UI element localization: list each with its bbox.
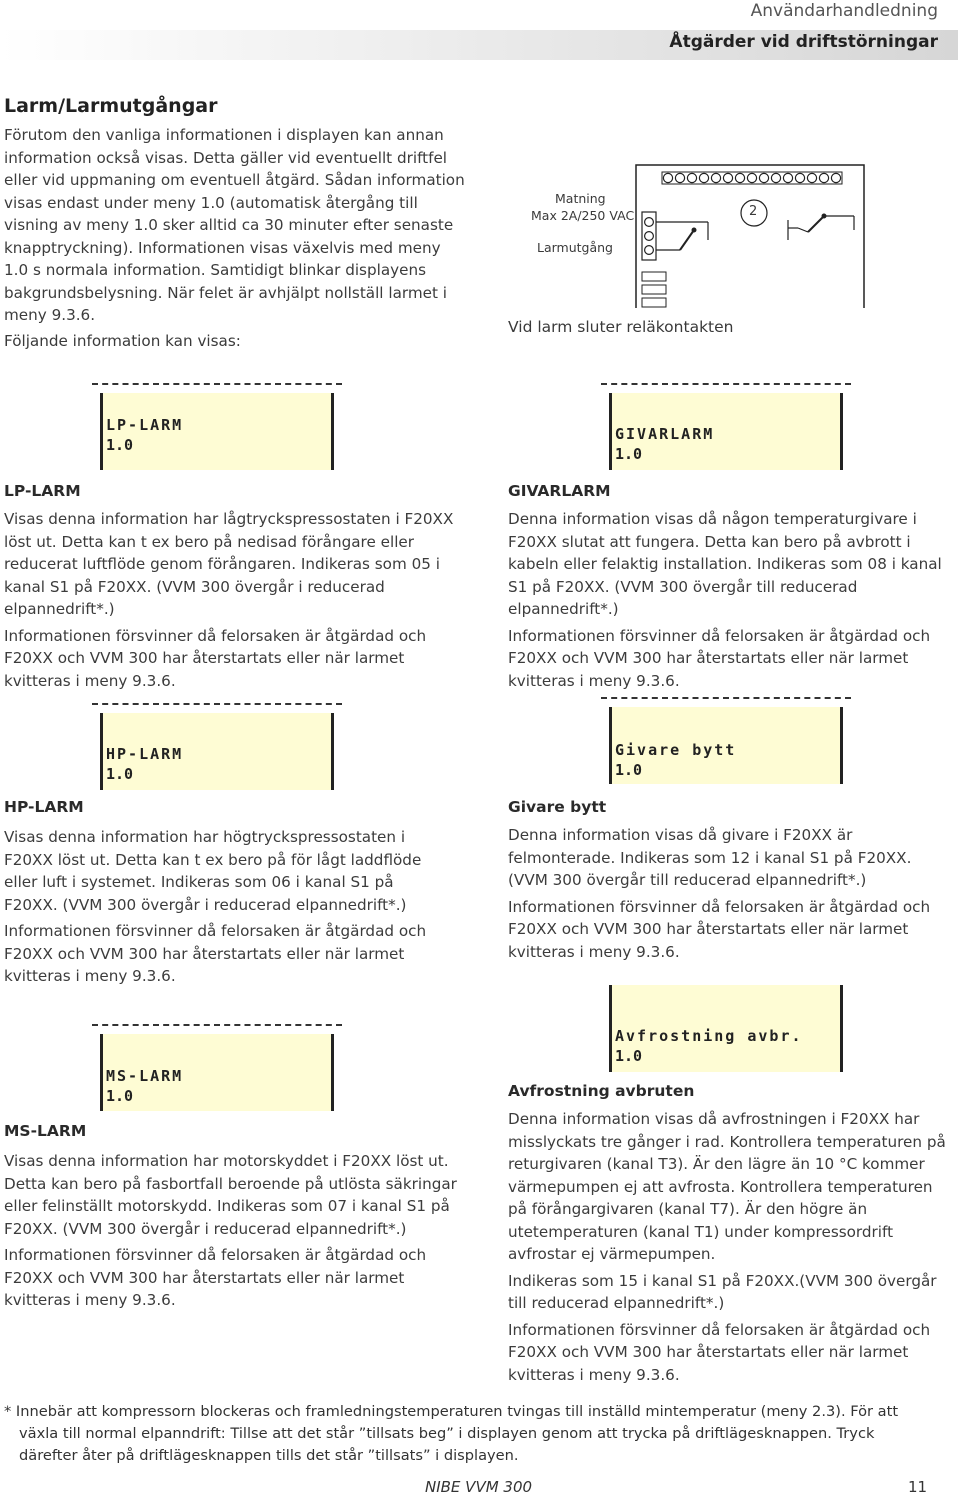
- alarm-p2: Informationen försvinner då felorsaken är åtgärdad och F20XX och VVM 300 har återstartats eller när larmet kvitteras i meny 9.3.6.: [4, 922, 427, 985]
- alarm-heading: HP-LARM: [4, 798, 84, 816]
- alarm-p2: Indikeras som 15 i kanal S1 på F20XX.(VVM 300 övergår till reducerad elpannedrift*.): [508, 1271, 937, 1312]
- display-ms-larm: [92, 1024, 342, 1111]
- display-line2: 1.0: [615, 445, 643, 463]
- page-title: Åtgärder vid driftstörningar: [669, 32, 938, 52]
- alarm-p3: Informationen försvinner då felorsaken är åtgärdad och F20XX och VVM 300 har återstartats eller när larmet kvitteras i meny 9.3.6.: [508, 1320, 931, 1384]
- display-givare-bytt: [601, 697, 851, 784]
- alarm-text: [4, 1150, 474, 1316]
- display-line2: 1.0: [106, 1087, 134, 1105]
- display-line2: 1.0: [106, 436, 134, 454]
- alarm-p1: Denna information visas då givare i F20XX är felmonterade. Indikeras som 12 i kanal S1 på F20XX. (VVM 300 övergår till reducerad elpannedrift*.): [508, 826, 912, 889]
- diagram-label-alarm: Larmutgång: [537, 240, 613, 255]
- alarm-p2: Informationen försvinner då felorsaken är åtgärdad och F20XX och VVM 300 har återstartats eller när larmet kvitteras i meny 9.3.6.: [508, 897, 931, 961]
- alarm-text: [508, 508, 948, 696]
- display-avfrostning: [601, 985, 851, 1072]
- alarm-text: [508, 824, 948, 967]
- relay-diagram-svg: [508, 160, 868, 310]
- alarm-p2: Informationen försvinner då felorsaken är åtgärdad och F20XX och VVM 300 har återstartats eller när larmet kvitteras i meny 9.3.6.: [508, 626, 931, 690]
- alarm-text: [508, 1108, 952, 1390]
- footnote-line2: växla till normal elpanndrift: Tillse att det står ”tillsats beg” i displayen genom att trycka på driftlägesknappen. Tryck: [19, 1425, 875, 1442]
- alarm-heading: GIVARLARM: [508, 482, 611, 500]
- display-line2: 1.0: [615, 761, 643, 779]
- diagram-caption: Vid larm sluter reläkontakten: [508, 318, 734, 336]
- alarm-p1: Visas denna information har högtryckspressostaten i F20XX löst ut. Detta kan t ex bero på för lågt laddflöde eller luft i systemet. Indikeras som 06 i kanal S1 på F20XX. (VVM 300 övergår i reducerad elpannedrift*.): [4, 828, 422, 914]
- intro-paragraph: Förutom den vanliga informationen i displayen kan annan information också visas. Detta gäller vid eventuellt driftfel eller vid uppmaning om eventuell åtgärd. Sådan information visas endast under meny 1.0 (automatisk återgång till visning av meny 1.0 sker alltid ca 30 minuter efter senaste knapptryckning). Informationen visas växelvis med meny 1.0 s normala information. Samtidigt blinkar displayens bakgrundsbelysning. När felet är avhjälpt nollställ larmet i meny 9.3.6.: [4, 126, 465, 324]
- display-line1: Avfrostning avbr.: [615, 1027, 803, 1045]
- display-line1: GIVARLARM: [615, 425, 715, 443]
- alarm-p1: Denna information visas då avfrostningen i F20XX har misslyckats tre gånger i rad. Kontrollera temperaturen på returgivaren (kanal T3). Är den lägre än 10 °C kommer värmepumpen ej att avfrosta. Kontrollera temperaturen på förångargivaren (kanal T7). Är den högre än utetemperaturen (kanal T1) under kompressordrift avfrostar ej värmepumpen.: [508, 1110, 946, 1263]
- relay-diagram: [508, 160, 868, 310]
- display-line1: MS-LARM: [106, 1067, 184, 1085]
- following-text: Följande information kan visas:: [4, 332, 241, 350]
- alarm-heading: Givare bytt: [508, 798, 607, 816]
- footnote-line1: * Innebär att kompressorn blockeras och framledningstemperaturen tvingas till inställd mintemperatur (meny 2.3). För att: [4, 1403, 899, 1420]
- alarm-heading: LP-LARM: [4, 482, 81, 500]
- alarm-p2: Informationen försvinner då felorsaken är åtgärdad och F20XX och VVM 300 har återstartats eller när larmet kvitteras i meny 9.3.6.: [4, 1246, 427, 1309]
- alarm-text: [4, 826, 450, 992]
- section-heading: Larm/Larmutgångar: [4, 95, 218, 117]
- alarm-p1: Visas denna information har lågtryckspressostaten i F20XX löst ut. Detta kan t ex bero på nedisad förångare eller reducerat luftflöde genom förångaren. Indikeras som 05 i kanal S1 på F20XX. (VVM 300 övergår i reducerad elpannedrift*.): [4, 510, 454, 618]
- section-label: Användarhandledning: [750, 1, 938, 21]
- footnote: [4, 1401, 944, 1467]
- display-line1: Givare bytt: [615, 741, 737, 759]
- display-line1: HP-LARM: [106, 745, 184, 763]
- display-line1: LP-LARM: [106, 416, 184, 434]
- page-number: 11: [908, 1478, 928, 1496]
- diagram-number: 2: [749, 204, 758, 219]
- alarm-p2: Informationen försvinner då felorsaken är åtgärdad och F20XX och VVM 300 har återstartats eller när larmet kvitteras i meny 9.3.6.: [4, 626, 427, 690]
- display-lp-larm: [92, 383, 342, 470]
- footer-product: NIBE VVM 300: [425, 1478, 533, 1496]
- alarm-heading: Avfrostning avbruten: [508, 1082, 695, 1100]
- alarm-heading: MS-LARM: [4, 1122, 87, 1140]
- alarm-p1: Visas denna information har motorskyddet i F20XX löst ut. Detta kan bero på fasbortfall beroende på utlösta säkringar eller felinställt motorskydd. Indikeras som 07 i kanal S1 på F20XX. (VVM 300 övergår i reducerad elpannedrift*.): [4, 1152, 457, 1238]
- diagram-label-rating: Max 2A/250 VAC: [531, 208, 635, 223]
- alarm-text: [4, 508, 470, 696]
- alarm-p1: Denna information visas då någon temperaturgivare i F20XX slutat att fungera. Detta kan bero på avbrott i kabeln eller felaktig installation. Indikeras som 08 i kanal S1 på F20XX. (VVM 300 övergår till reducerad elpannedrift*.): [508, 510, 942, 618]
- footnote-line3: därefter åter på driftlägesknappen tills det står ”tillsats” i displayen.: [19, 1447, 519, 1464]
- display-hp-larm: [92, 703, 342, 790]
- display-givarlarm: [601, 383, 851, 470]
- display-line2: 1.0: [615, 1047, 643, 1065]
- diagram-label-supply: Matning: [555, 191, 606, 206]
- display-line2: 1.0: [106, 765, 134, 783]
